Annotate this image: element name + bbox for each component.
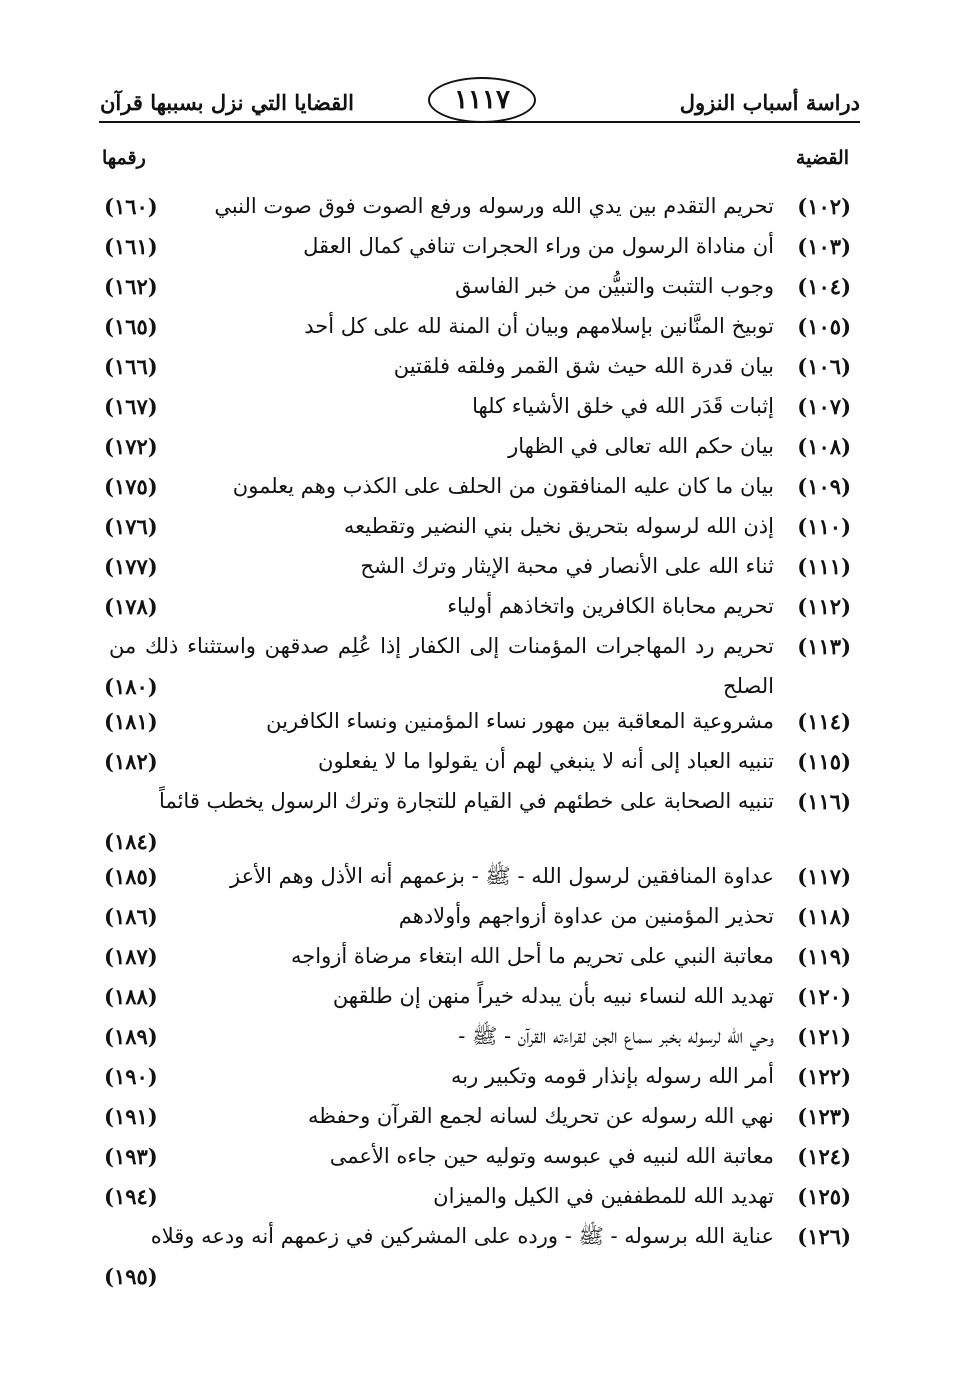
book-title: دراسة أسباب النزول xyxy=(679,90,860,115)
entry-text: عناية الله برسوله - ﷺ - ورده على المشركين في زعمهم أنه ودعه وقلاه xyxy=(150,1224,774,1248)
entry-number: (١٠٢) xyxy=(797,194,851,219)
entry-text: أمر الله رسوله بإنذار قومه وتكبير ربه xyxy=(451,1064,774,1088)
entry-number: (١٢٢) xyxy=(797,1064,851,1089)
entry-reference-number: (١٧٥) xyxy=(104,474,158,499)
entry-reference-number: (١٧٨) xyxy=(104,594,158,619)
entry-reference-number: (١٩٥) xyxy=(104,1264,158,1289)
entry-number: (١١١) xyxy=(797,554,851,579)
entry-reference-number: (١٩٣) xyxy=(104,1144,158,1169)
entry-reference-number: (١٩٠) xyxy=(104,1064,158,1089)
entry-text: إثبات قَدَر الله في خلق الأشياء كلها xyxy=(472,394,774,418)
entry-reference-number: (١٨٢) xyxy=(104,749,158,774)
entry-text: تحريم محاباة الكافرين واتخاذهم أولياء xyxy=(447,594,774,618)
entry-reference-number: (١٨٥) xyxy=(104,864,158,889)
entry-reference-number: (١٨٩) xyxy=(104,1024,158,1049)
entry-text: ثناء الله على الأنصار في محبة الإيثار وترك الشح xyxy=(360,554,774,578)
entry-text: تنبيه الصحابة على خطئهم في القيام للتجارة وترك الرسول يخطب قائماً xyxy=(159,789,774,813)
entry-reference-number: (١٦٦) xyxy=(104,354,158,379)
section-title: القضايا التي نزل بسببها قرآن xyxy=(100,90,354,115)
entry-number: (١١٩) xyxy=(797,944,851,969)
entry-reference-number: (١٩٤) xyxy=(104,1184,158,1209)
entry-number: (١٢٦) xyxy=(797,1224,851,1249)
entry-text: معاتبة الله لنبيه في عبوسه وتوليه حين جاءه الأعمى xyxy=(329,1144,774,1168)
entry-text: تهديد الله للمطففين في الكيل والميزان xyxy=(433,1184,774,1208)
entry-number: (١١٥) xyxy=(797,749,851,774)
entry-text: معاتبة النبي على تحريم ما أحل الله ابتغاء مرضاة أزواجه xyxy=(291,944,774,968)
entry-reference-number: (١٦١) xyxy=(104,234,158,259)
entry-text: تهديد الله لنساء نبيه بأن يبدله خيراً منهن إن طلقهن xyxy=(332,984,774,1008)
issue-column-heading: القضية xyxy=(795,147,849,169)
entry-text: تحريم التقدم بين يدي الله ورسوله ورفع الصوت فوق صوت النبي xyxy=(214,194,774,218)
entry-number: (١١٢) xyxy=(797,594,851,619)
entry-number: (١٢١) xyxy=(797,1024,851,1049)
entry-number: (١١٧) xyxy=(797,864,851,889)
entry-number: (١١٨) xyxy=(797,904,851,929)
entry-reference-number: (١٨٦) xyxy=(104,904,158,929)
entry-number: (١٢٥) xyxy=(797,1184,851,1209)
entry-number: (١٠٨) xyxy=(797,434,851,459)
entry-reference-number: (١٧٢) xyxy=(104,434,158,459)
entry-number: (١٠٧) xyxy=(797,394,851,419)
entry-text: بيان ما كان عليه المنافقون من الحلف على الكذب وهم يعلمون xyxy=(232,474,774,498)
entry-reference-number: (١٦٢) xyxy=(104,274,158,299)
entry-reference-number: (١٨٨) xyxy=(104,984,158,1009)
entry-number: (١٠٤) xyxy=(797,274,851,299)
entry-text: وحي الله لرسوله بخبر سماع الجن لقراءته القرآن - ﷺ - xyxy=(458,1024,774,1048)
entry-number: (١٠٩) xyxy=(797,474,851,499)
entry-text: أن مناداة الرسول من وراء الحجرات تنافي كمال العقل xyxy=(303,234,774,258)
entry-reference-number: (١٩١) xyxy=(104,1104,158,1129)
entry-text: بيان حكم الله تعالى في الظهار xyxy=(508,434,774,458)
number-column-heading: رقمها xyxy=(102,147,146,169)
entry-reference-number: (١٧٦) xyxy=(104,514,158,539)
entry-number: (١١٠) xyxy=(797,514,851,539)
entry-text: نهي الله رسوله عن تحريك لسانه لجمع القرآن وحفظه xyxy=(308,1104,774,1128)
entry-number: (١٠٦) xyxy=(797,354,851,379)
entry-number: (١١٦) xyxy=(797,789,851,814)
entry-text: عداوة المنافقين لرسول الله - ﷺ - بزعمهم أنه الأذل وهم الأعز xyxy=(230,864,774,888)
entry-reference-number: (١٧٧) xyxy=(104,554,158,579)
entry-reference-number: (١٨٠) xyxy=(104,674,158,699)
entry-reference-number: (١٨١) xyxy=(104,709,158,734)
entry-reference-number: (١٦٥) xyxy=(104,314,158,339)
entry-text: إذن الله لرسوله بتحريق نخيل بني النضير وتقطيعه xyxy=(343,514,774,538)
entry-number: (١٢٤) xyxy=(797,1144,851,1169)
entry-text: وجوب التثبت والتبيُّن من خبر الفاسق xyxy=(455,274,774,298)
entry-text: بيان قدرة الله حيث شق القمر وفلقه فلقتين xyxy=(393,354,774,378)
entry-number: (١١٣) xyxy=(797,634,851,659)
entry-number: (١٢٣) xyxy=(797,1104,851,1129)
entry-number: (١١٤) xyxy=(797,709,851,734)
entry-reference-number: (١٦٧) xyxy=(104,394,158,419)
entry-text: تحذير المؤمنين من عداوة أزواجهم وأولادهم xyxy=(398,904,774,928)
entry-number: (١٠٣) xyxy=(797,234,851,259)
entry-text: توبيخ المنَّانين بإسلامهم وبيان أن المنة لله على كل أحد xyxy=(304,314,774,338)
entry-reference-number: (١٨٧) xyxy=(104,944,158,969)
entry-text: مشروعية المعاقبة بين مهور نساء المؤمنين ونساء الكافرين xyxy=(266,709,774,733)
entry-text: تنبيه العباد إلى أنه لا ينبغي لهم أن يقولوا ما لا يفعلون xyxy=(318,749,774,773)
entry-reference-number: (١٨٤) xyxy=(104,829,158,854)
header-rule xyxy=(99,121,860,123)
entry-number: (١٢٠) xyxy=(797,984,851,1009)
page-number: ١١١٧ xyxy=(428,77,536,123)
entry-number: (١٠٥) xyxy=(797,314,851,339)
entry-text: تحريم رد المهاجرات المؤمنات إلى الكفار إذا عُلِم صدقهن واستثناء ذلك من الصلح xyxy=(109,634,774,698)
entry-reference-number: (١٦٠) xyxy=(104,194,158,219)
